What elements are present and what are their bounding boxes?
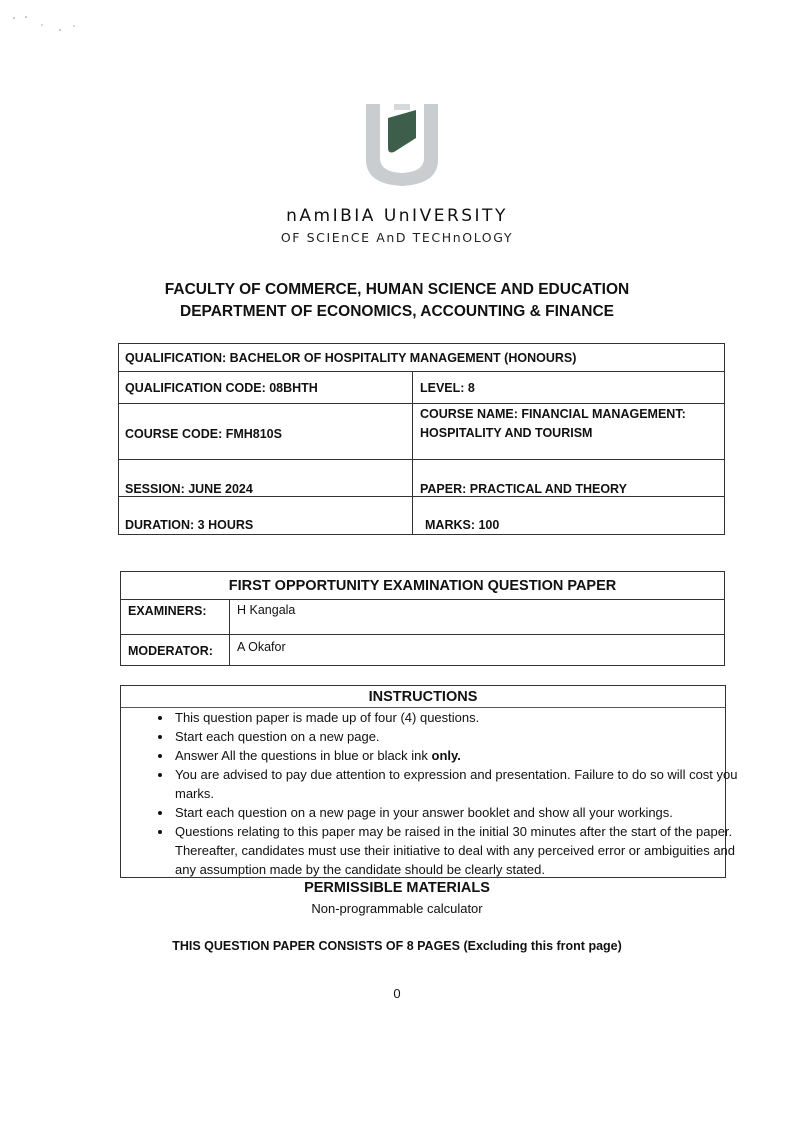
paper-cell: PAPER: PRACTICAL AND THEORY: [420, 482, 627, 496]
instructions-title: INSTRUCTIONS: [368, 689, 478, 705]
examiners-label: EXAMINERS:: [128, 604, 207, 618]
department-heading: DEPARTMENT OF ECONOMICS, ACCOUNTING & FINANCE: [180, 303, 614, 320]
qualification-code-cell: QUALIFICATION CODE: 08BHTH: [125, 381, 318, 395]
instructions-list: [149, 708, 751, 879]
session-cell: SESSION: JUNE 2024: [125, 482, 253, 496]
permissible-materials-item: Non-programmable calculator: [311, 901, 483, 916]
examiners-value: H Kangala: [237, 603, 296, 617]
course-info-table: [118, 343, 725, 535]
instruction-item: • This question paper is made up of four (4) questions.: [173, 708, 751, 727]
instruction-item: • You are advised to pay due attention to expression and presentation. Failure to do so will cost you marks.: [173, 765, 751, 803]
duration-cell: DURATION: 3 HOURS: [125, 518, 254, 532]
moderator-value: A Okafor: [237, 640, 286, 654]
exam-info-table: [120, 571, 725, 666]
university-name: nAmIBIA UnIVERSITY: [286, 206, 508, 226]
level-cell: LEVEL: 8: [420, 381, 475, 395]
marks-cell: MARKS: 100: [425, 518, 500, 532]
faculty-heading: FACULTY OF COMMERCE, HUMAN SCIENCE AND EDUCATION: [164, 281, 630, 298]
university-subtitle: OF SCIEnCE AnD TECHnOLOGY: [280, 230, 514, 245]
university-logo: [358, 98, 446, 190]
course-name-line1: COURSE NAME: FINANCIAL MANAGEMENT:: [420, 407, 686, 421]
exam-title: FIRST OPPORTUNITY EXAMINATION QUESTION PAPER: [228, 578, 617, 594]
course-name-line2: HOSPITALITY AND TOURISM: [420, 426, 593, 440]
moderator-label: MODERATOR:: [128, 644, 213, 658]
instruction-item: • Questions relating to this paper may be raised in the initial 30 minutes after the start of the paper. Thereafter, candidates must use their initiative to deal with any perceived error or ambiguities and any assumption made by the candidate should be clearly stated.: [173, 822, 751, 879]
scan-specks: [12, 14, 82, 34]
page-count-note: THIS QUESTION PAPER CONSISTS OF 8 PAGES (Excluding this front page): [172, 939, 622, 953]
instruction-item: • Start each question on a new page in your answer booklet and show all your workings.: [173, 803, 751, 822]
instruction-item: • Answer All the questions in blue or black ink only.: [173, 746, 751, 765]
instructions-box: [120, 685, 738, 878]
qualification-cell: QUALIFICATION: BACHELOR OF HOSPITALITY MANAGEMENT (HONOURS): [125, 351, 577, 365]
instruction-item: • Start each question on a new page.: [173, 727, 751, 746]
course-code-cell: COURSE CODE: FMH810S: [125, 427, 282, 441]
permissible-materials-title: PERMISSIBLE MATERIALS: [304, 880, 490, 896]
page-number: 0: [393, 986, 401, 1001]
